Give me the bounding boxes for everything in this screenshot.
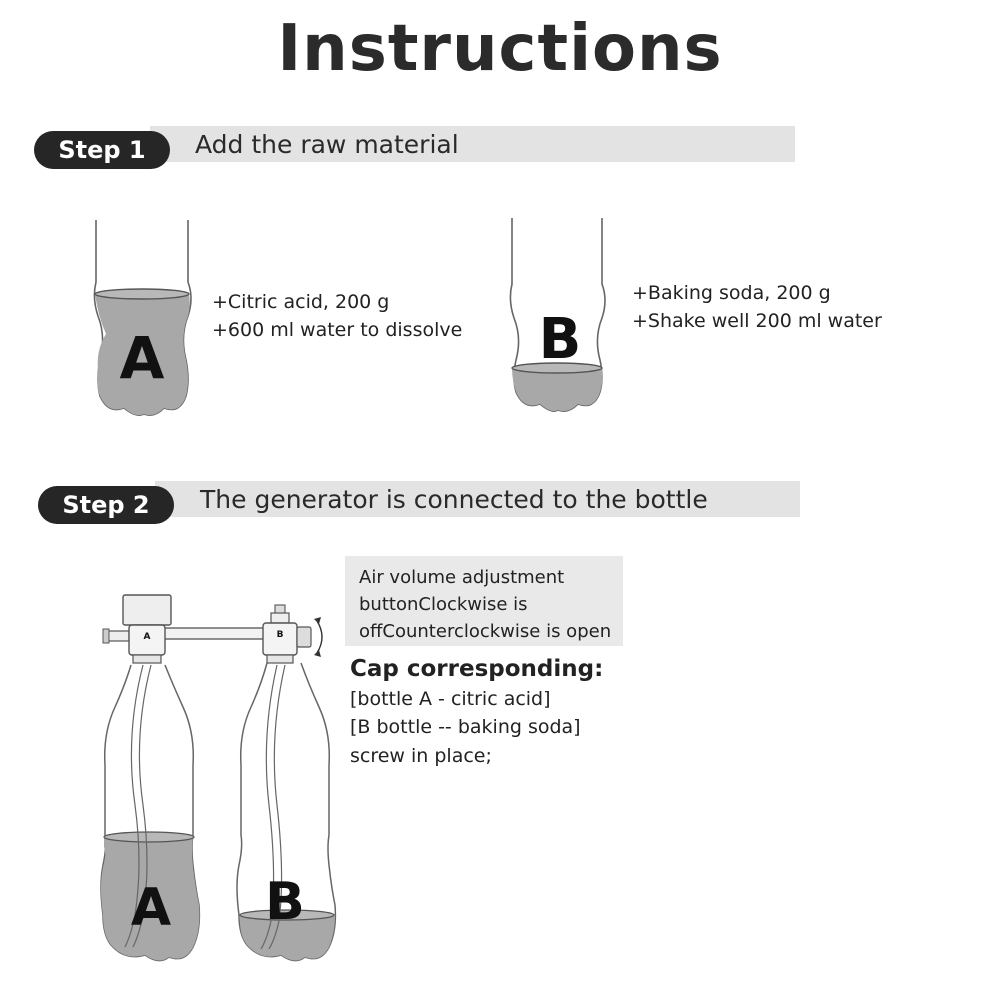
bottle-a-illustration [88,220,198,420]
callout-line-1: Air volume adjustment [359,567,565,588]
step-2-badge: Step 2 [38,486,174,524]
air-volume-callout [345,556,623,646]
cap-line-1: [bottle A - citric acid] [350,688,551,710]
cap-line-2: [B bottle -- baking soda] [350,716,581,738]
callout-line-2: buttonClockwise is [359,594,528,615]
generator-illustration [95,585,340,970]
cap-b-label: B [276,630,284,640]
step2-bottle-b-letter: B [265,872,305,932]
bottle-b-letter: B [538,307,582,372]
callout-line-3: offCounterclockwise is open [359,621,612,642]
bottle-a-letter: A [119,324,165,392]
step-1-badge: Step 1 [34,131,170,169]
bottle-b-description [632,279,882,335]
bottle-a-description [212,288,462,344]
bottle-a-line-2: +600 ml water to dissolve [212,319,463,341]
cap-a-label: A [143,632,151,642]
cap-line-3: screw in place; [350,745,492,767]
bottle-b-line-1: +Baking soda, 200 g [632,282,831,304]
step2-bottle-a-letter: A [130,878,172,938]
bottle-a-line-1: +Citric acid, 200 g [212,291,390,313]
step-1-heading: Add the raw material [195,130,459,159]
bottle-b-line-2: +Shake well 200 ml water [632,310,882,332]
step-2-heading: The generator is connected to the bottle [200,485,708,514]
page-title: Instructions [277,12,723,86]
bottle-b-illustration [506,218,610,414]
cap-heading: Cap corresponding: [350,656,604,682]
